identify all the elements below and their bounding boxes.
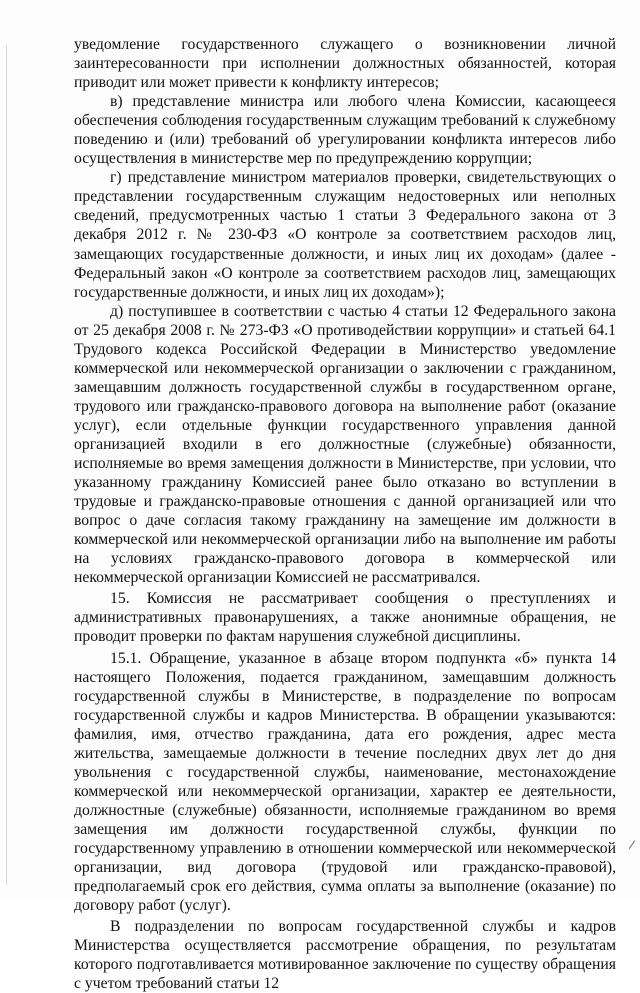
scan-edge-line <box>6 45 7 885</box>
paragraph-clause-15-1: 15.1. Обращение, указанное в абзаце втором подпункта «б» пункта 14 настоящего Положения, подается гражданином, замещавшим должность государственной службы в Министерстве, в подразделение по вопросам государственной службы и кадров Министерства. В обращении указываются: фамилия, имя, отчество гражданина, дата его рождения, адрес места жительства, замещаемые должности в течение последних двух лет до дня увольнения с государственной службы, наименование, местонахождение коммерческой или некоммерческой организации, характер ее деятельности, должностные (служебные) обязанности, исполняемые гражданином во время замещения им должности государственной службы, функции по государственному управлению в отношении коммерческой или некоммерческой организации, вид договора (трудовой или гражданско-правовой), предполагаемый срок его действия, сумма оплаты за выполнение (оказание) по договору работ (услуг). <box>74 649 616 915</box>
paragraph-continuation: уведомление государственного служащего о возникновении личной заинтересованности при исполнении должностных обязанностей, которая приводит или может привести к конфликту интересов; <box>74 36 616 92</box>
document-body <box>74 35 616 993</box>
paragraph-item-v: в) представление министра или любого члена Комиссии, касающееся обеспечения соблюдения государственным служащим требований к служебному поведению и (или) требований об урегулировании конфликта интересов либо осуществления в министерстве мер по предупреждению коррупции; <box>74 93 616 168</box>
paragraph-review: В подразделении по вопросам государственной службы и кадров Министерства осуществляется рассмотрение обращения, по результатам которого подготавливается мотивированное заключение по существу обращения с учетом требований статьи 12 <box>74 918 616 993</box>
paragraph-clause-15: 15. Комиссия не рассматривает сообщения о преступлениях и административных правонарушениях, а также анонимные обращения, не проводит проверки по фактам нарушения служебной дисциплины. <box>74 590 616 646</box>
paragraph-item-g: г) представление министром материалов проверки, свидетельствующих о представлении государственным служащим недостоверных или неполных сведений, предусмотренных частью 1 статьи 3 Федерального закона от 3 декабря 2012 г. № 230-ФЗ «О контроле за соответствием расходов лиц, замещающих государственные должности, и иных лиц их доходам» (далее - Федеральный закон «О контроле за соответствием расходов лиц, замещающих государственные должности, и иных лиц их доходам»); <box>74 169 616 301</box>
pen-mark <box>624 837 635 849</box>
paragraph-item-d: д) поступившее в соответствии с частью 4 статьи 12 Федерального закона от 25 декабря 2008 г. № 273-ФЗ «О противодействии коррупции» и статьей 64.1 Трудового кодекса Российской Федерации в Министерство уведомление коммерческой или некоммерческой организации о заключении с гражданином, замещавшим должность государственной службы в государственном органе, трудового или гражданско-правового договора на выполнение работ (оказание услуг), если отдельные функции государственного управления данной организацией входили в его должностные (служебные) обязанности, исполняемые во время замещения должности в Министерстве, при условии, что указанному гражданину Комиссией ранее было отказано во вступлении в трудовые и гражданско-правовые отношения с данной организацией или что вопрос о даче согласия такому гражданину на замещение им должности в коммерческой или некоммерческой организации либо на выполнение им работы на условиях гражданско-правового договора в коммерческой или некоммерческой организации Комиссией не рассматривался. <box>74 302 616 587</box>
